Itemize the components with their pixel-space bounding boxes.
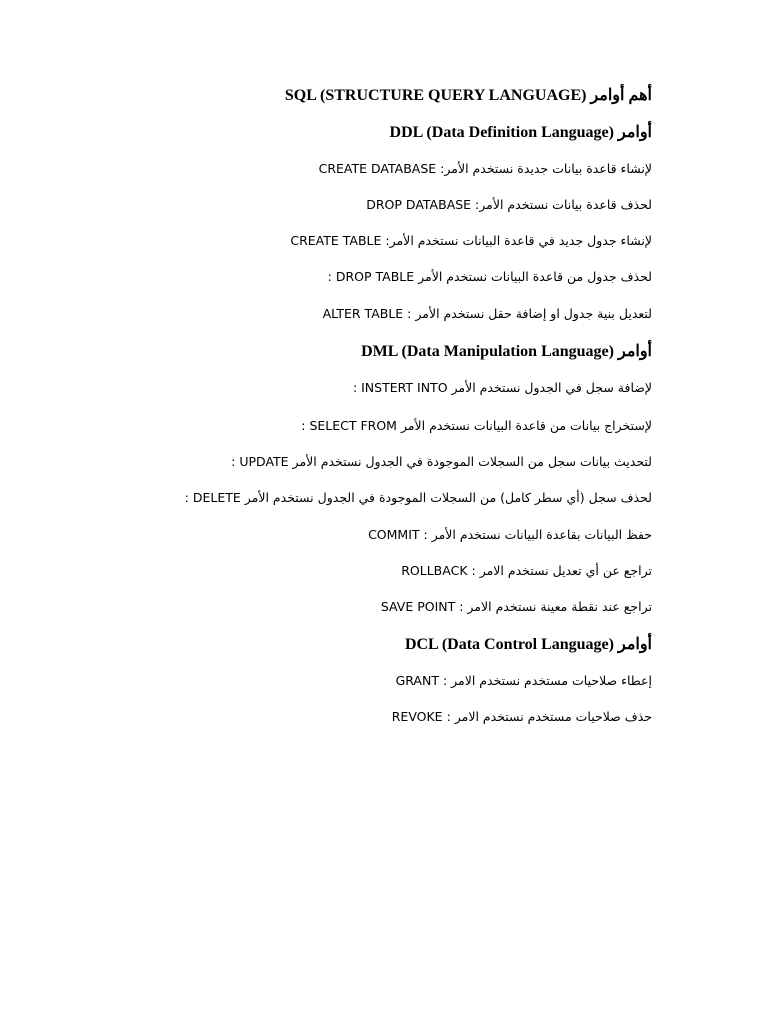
list-item: لحذف جدول من قاعدة البيانات نستخدم الأمر DROP TABLE :	[327, 269, 652, 284]
list-item: حفظ البيانات بقاعدة البيانات نستخدم الأمر : COMMIT	[368, 527, 652, 542]
document-title: أهم أوامر SQL (STRUCTURE QUERY LANGUAGE)	[284, 87, 652, 104]
list-item: لإنشاء جدول جديد في قاعدة البيانات نستخدم الأمر: CREATE TABLE	[290, 233, 652, 248]
list-item: لحذف سجل (أي سطر كامل) من السجلات الموجودة في الجدول نستخدم الأمر DELETE :	[184, 490, 652, 505]
list-item: لإستخراج بيانات من قاعدة البيانات نستخدم الأمر SELECT FROM :	[301, 418, 652, 433]
list-item: إعطاء صلاحيات مستخدم نستخدم الامر : GRANT	[395, 673, 652, 688]
list-item: لتحديث بيانات سجل من السجلات الموجودة في الجدول نستخدم الأمر UPDATE :	[231, 454, 652, 469]
list-item: تراجع عند نقطة معينة نستخدم الامر : SAVE POINT	[380, 599, 652, 614]
list-item: لإنشاء قاعدة بيانات جديدة نستخدم الأمر: CREATE DATABASE	[318, 161, 652, 176]
list-item: لحذف قاعدة بيانات نستخدم الأمر: DROP DATABASE	[366, 197, 652, 212]
section-heading-dml: أوامر DML (Data Manipulation Language)	[361, 343, 652, 360]
section-heading-ddl: أوامر DDL (Data Definition Language)	[389, 124, 652, 141]
list-item: حذف صلاحيات مستخدم نستخدم الامر : REVOKE	[391, 709, 652, 724]
section-heading-dcl: أوامر DCL (Data Control Language)	[404, 636, 652, 653]
list-item: لتعديل بنية جدول او إضافة حقل نستخدم الأمر : ALTER TABLE	[322, 306, 652, 321]
list-item: لإضافة سجل في الجدول نستخدم الأمر INSTERT INTO :	[352, 380, 652, 395]
list-item: تراجع عن أي تعديل نستخدم الامر : ROLLBACK	[401, 563, 652, 578]
